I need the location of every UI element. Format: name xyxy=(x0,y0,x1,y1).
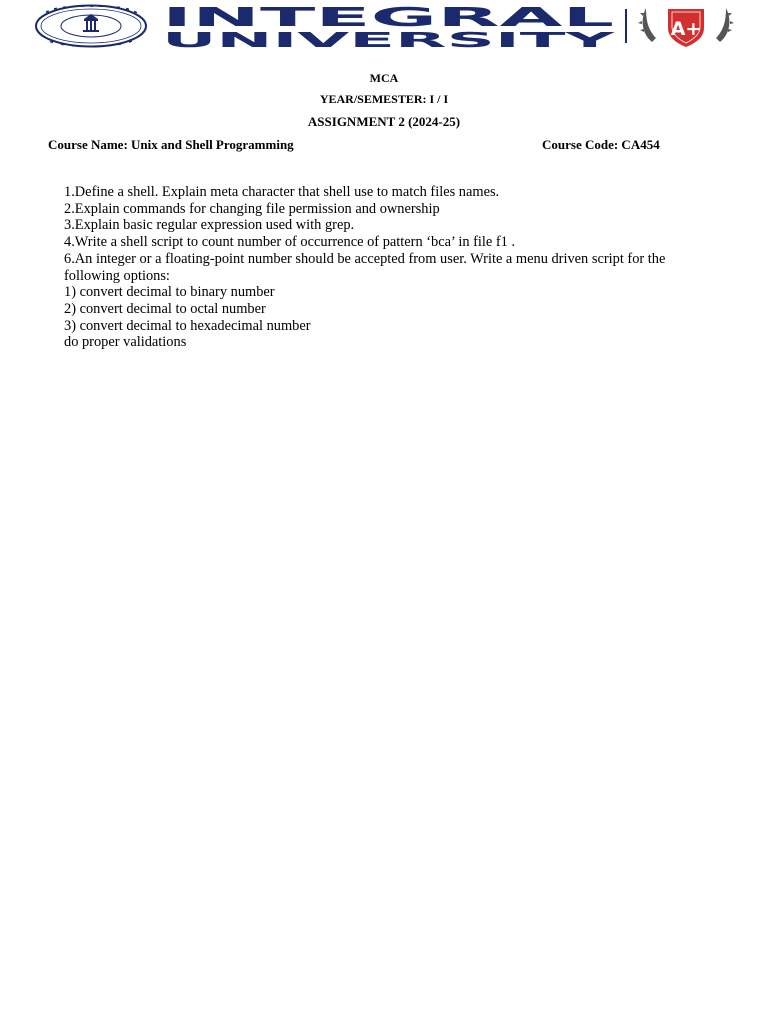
question-item: 3.Explain basic regular expression used with grep. xyxy=(64,217,355,234)
question-option: 3) convert decimal to hexadecimal number xyxy=(64,317,311,334)
header-divider xyxy=(625,9,627,43)
program-name: MCA xyxy=(369,71,399,85)
question-item: 6.An integer or a floating-point number should be accepted from user. Write a menu driven script for the following options: xyxy=(64,250,666,284)
question-option: 1) convert decimal to binary number xyxy=(64,284,275,301)
course-code: Course Code: CA454 xyxy=(542,137,660,152)
assignment-title: ASSIGNMENT 2 (2024-25) xyxy=(307,114,461,129)
course-name: Course Name: Unix and Shell Programming xyxy=(48,137,294,152)
university-seal-logo xyxy=(34,4,148,48)
wordmark-line-1: INTEGRAL xyxy=(162,3,614,33)
question-note: do proper validations xyxy=(64,334,187,351)
naac-accreditation-badge xyxy=(638,2,734,50)
question-item: 4.Write a shell script to count number of occurrence of pattern ‘bca’ in file f1 . xyxy=(64,234,516,251)
university-wordmark xyxy=(158,3,618,49)
year-semester: YEAR/SEMESTER: I / I xyxy=(319,92,449,106)
question-item: 1.Define a shell. Explain meta character that shell use to match files names. xyxy=(64,184,500,200)
question-option: 2) convert decimal to octal number xyxy=(64,300,266,317)
question-list xyxy=(64,184,704,351)
question-item: 2.Explain commands for changing file permission and ownership xyxy=(64,200,440,217)
letterhead xyxy=(0,0,768,56)
wordmark-line-2: UNIVERSITY xyxy=(162,28,616,49)
naac-grade-text: A+ xyxy=(670,18,702,40)
